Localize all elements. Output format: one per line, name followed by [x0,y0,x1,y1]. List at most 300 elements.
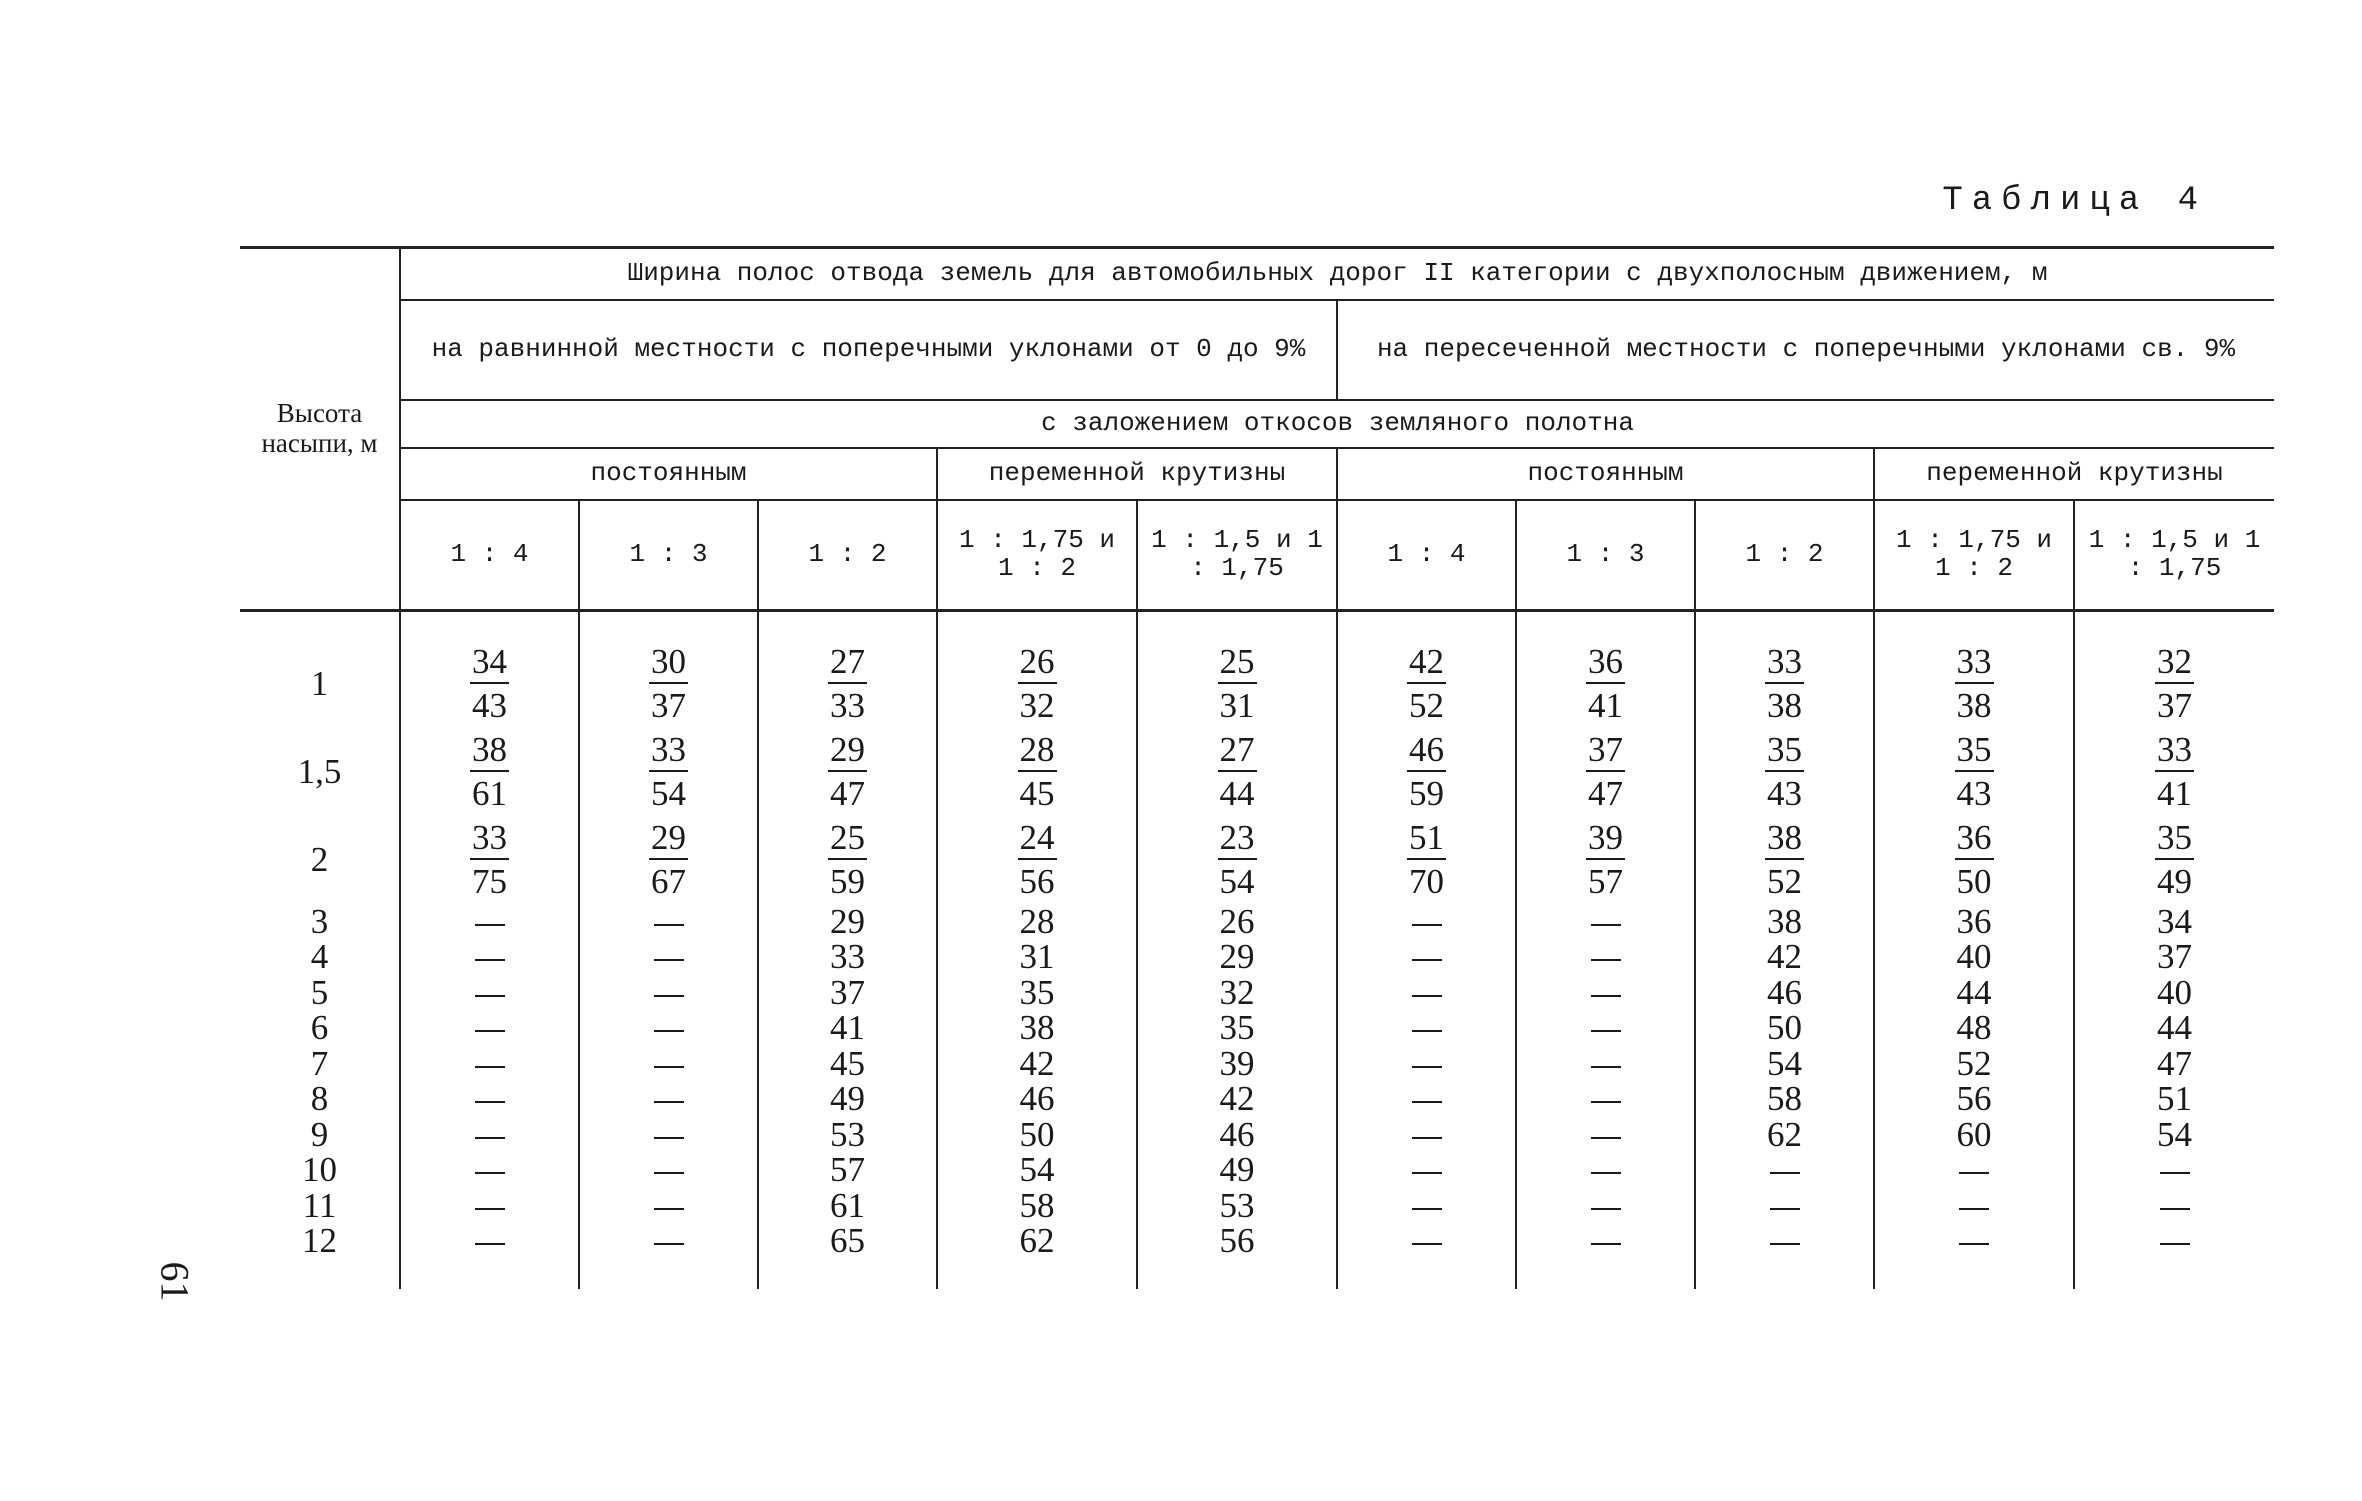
width-cell [937,972,1137,1012]
width-value: 35 [1019,972,1055,1012]
dash-mark [1959,1172,1989,1174]
table-row [240,1223,2274,1259]
spacer-cell [1695,610,1874,640]
width-cell [1874,1188,2074,1224]
table-row [240,1081,2274,1117]
width-value: 46 [1219,1114,1255,1154]
width-cell [579,1152,758,1188]
fraction-denominator: 52 [1409,686,1444,725]
width-fraction [1407,644,1446,723]
embankment-height-cell: 11 [302,1185,337,1225]
width-fraction [1586,732,1625,811]
width-cell [1874,1114,2074,1154]
fraction-denominator: 45 [1019,774,1055,813]
dash-mark [1412,1172,1442,1174]
width-fraction [1765,644,1804,723]
width-cell [758,1043,937,1083]
width-value: 54 [1767,1043,1802,1083]
width-value: 34 [2157,901,2193,941]
ratio-header: 1 : 3 [579,500,758,611]
width-value: 58 [1019,1185,1055,1225]
table-row [240,728,2274,816]
dash-mark [654,1137,684,1139]
fraction-denominator: 56 [1019,862,1055,901]
fraction-denominator: 75 [472,862,507,901]
width-cell [1695,1081,1874,1117]
width-cell [1695,640,1874,728]
dash-mark [1591,1030,1621,1032]
fraction-denominator: 44 [1219,774,1255,813]
width-value: 28 [1019,901,1055,941]
width-cell [579,1188,758,1224]
dash-mark [654,995,684,997]
width-fraction [470,644,509,723]
width-cell [1516,728,1695,816]
width-cell [758,1185,937,1225]
width-cell [1874,728,2074,816]
terrain-rugged-header: на пересеченной местности с поперечными уклонами св. 9% [1337,300,2274,400]
spacer-row [240,610,2274,640]
dash-mark [1412,959,1442,961]
width-value: 56 [1956,1079,1992,1119]
dash-mark [654,1066,684,1068]
fraction-numerator: 36 [1955,820,1994,860]
spacer-cell [1137,610,1337,640]
width-cell [579,1010,758,1046]
ratio-header: 1 : 1,5 и 1 : 1,75 [2074,500,2274,611]
width-fraction [828,732,867,811]
width-cell [1337,1223,1516,1259]
table-row [240,904,2274,940]
width-value: 50 [1019,1114,1055,1154]
width-cell [1874,939,2074,975]
width-cell [1137,640,1337,728]
width-value: 46 [1019,1079,1055,1119]
fraction-numerator: 35 [1955,732,1994,772]
width-value: 57 [830,1150,865,1190]
width-cell [937,1223,1137,1259]
width-value: 53 [1219,1185,1255,1225]
ratio-header: 1 : 4 [1337,500,1516,611]
fraction-denominator: 70 [1409,862,1444,901]
fraction-numerator: 25 [1218,644,1257,684]
fraction-numerator: 29 [649,820,688,860]
fraction-denominator: 41 [2157,774,2193,813]
width-cell [1695,939,1874,975]
dash-mark [654,924,684,926]
width-value: 50 [1767,1008,1802,1048]
dash-mark [1591,1243,1621,1245]
fraction-numerator: 42 [1407,644,1446,684]
width-fraction [470,732,509,811]
width-value: 58 [1767,1079,1802,1119]
width-cell [2074,1114,2274,1154]
width-value: 44 [1956,972,1992,1012]
width-fraction [1955,644,1994,723]
dash-mark [1770,1208,1800,1210]
table-row [240,640,2274,728]
width-value: 61 [830,1185,865,1225]
width-cell [1516,1010,1695,1046]
width-cell [1695,901,1874,941]
slopes-header: с заложением откосов земляного полотна [400,400,2274,448]
width-fraction [1218,820,1257,899]
width-cell [1516,1117,1695,1153]
width-cell [1137,1010,1337,1046]
ratio-header: 1 : 3 [1516,500,1695,611]
width-value: 41 [830,1008,865,1048]
width-value: 60 [1956,1114,1992,1154]
mode-variable-header: переменной крутизны [937,448,1337,500]
fraction-denominator: 38 [1956,686,1992,725]
width-cell [400,1223,579,1259]
dash-mark [654,959,684,961]
width-cell [1516,1152,1695,1188]
embankment-height-cell: 7 [310,1043,329,1083]
dash-mark [475,1137,505,1139]
width-cell [1516,1081,1695,1117]
embankment-height-cell: 6 [310,1008,329,1048]
width-cell [1874,1010,2074,1046]
dash-mark [2160,1172,2190,1174]
dash-mark [1591,1066,1621,1068]
width-cell [1337,728,1516,816]
embankment-height-cell: 10 [302,1150,337,1190]
width-value: 47 [2157,1043,2193,1083]
width-value: 42 [1219,1079,1255,1119]
width-cell [400,1081,579,1117]
width-value: 49 [830,1079,865,1119]
fraction-numerator: 33 [2155,732,2194,772]
width-cell [400,1010,579,1046]
spacer-cell [758,610,937,640]
width-value: 37 [830,972,865,1012]
fraction-denominator: 59 [1409,774,1444,813]
width-cell [1137,1114,1337,1154]
end-row [240,1259,2274,1289]
fraction-numerator: 39 [1586,820,1625,860]
width-cell [1516,939,1695,975]
fraction-numerator: 30 [649,644,688,684]
dash-mark [1591,1101,1621,1103]
width-cell [2074,939,2274,975]
dash-mark [1591,1208,1621,1210]
width-cell [1337,904,1516,940]
width-cell [579,1223,758,1259]
fraction-denominator: 41 [1588,686,1623,725]
spacer-cell [1337,610,1516,640]
width-cell [758,816,937,904]
width-cell [400,640,579,728]
dash-mark [475,959,505,961]
width-cell [2074,1152,2274,1188]
fraction-denominator: 31 [1219,686,1255,725]
width-cell [1695,972,1874,1012]
fraction-denominator: 43 [1767,774,1802,813]
table-row [240,939,2274,975]
width-value: 54 [2157,1114,2193,1154]
table-row [240,1046,2274,1082]
width-cell [758,1152,937,1188]
width-value: 62 [1767,1114,1802,1154]
width-value: 31 [1019,937,1055,977]
dash-mark [1959,1243,1989,1245]
width-cell [1874,972,2074,1012]
width-cell [579,1117,758,1153]
width-fraction [649,732,688,811]
width-cell [1137,901,1337,941]
mode-constant-header: постоянным [1337,448,1874,500]
width-cell [1695,1114,1874,1154]
width-value: 39 [1219,1043,1255,1083]
width-cell [2074,1010,2274,1046]
width-value: 54 [1019,1150,1055,1190]
terrain-plain-header: на равнинной местности с поперечными уклонами от 0 до 9% [400,300,1337,400]
width-cell [1516,1046,1695,1082]
width-fraction [828,644,867,723]
width-cell [758,1081,937,1117]
width-cell [2074,1043,2274,1083]
width-cell [1874,1081,2074,1117]
embankment-height-cell: 5 [310,972,329,1012]
width-value: 35 [1219,1008,1255,1048]
top-header: Ширина полос отвода земель для автомобильных дорог II категории с двухполосным движением, м [400,248,2274,300]
stub-header: Высота насыпи, м [240,248,400,611]
width-cell [1516,816,1695,904]
width-cell [937,939,1137,975]
width-fraction [1218,732,1257,811]
dash-mark [475,924,505,926]
width-cell [937,1081,1137,1117]
embankment-height-cell: 1 [310,664,329,703]
width-value: 51 [2157,1079,2193,1119]
width-value: 49 [1219,1150,1255,1190]
width-value: 33 [830,937,865,977]
table-row [240,1117,2274,1153]
fraction-numerator: 51 [1407,820,1446,860]
width-cell [1137,1223,1337,1259]
width-cell [579,939,758,975]
dash-mark [1412,1066,1442,1068]
width-cell [400,1152,579,1188]
dash-mark [1591,1137,1621,1139]
embankment-height-cell: 12 [302,1221,337,1261]
width-cell [937,901,1137,941]
width-fraction [2155,732,2194,811]
page-number: 61 [152,1261,198,1302]
width-cell [1874,1152,2074,1188]
right-of-way-table [240,246,2274,1289]
embankment-height-cell: 1,5 [297,752,342,791]
width-cell [758,728,937,816]
width-cell [400,1188,579,1224]
width-value: 42 [1019,1043,1055,1083]
embankment-height-cell: 2 [310,840,329,879]
width-cell [1695,1188,1874,1224]
width-cell [1874,816,2074,904]
width-cell [1695,816,1874,904]
dash-mark [654,1030,684,1032]
fraction-numerator: 24 [1018,820,1057,860]
fraction-denominator: 52 [1767,862,1802,901]
end-cell [2074,1259,2274,1289]
dash-mark [2160,1243,2190,1245]
width-value: 40 [1956,937,1992,977]
spacer-cell [2074,610,2274,640]
table-row [240,1188,2274,1224]
width-cell [1516,640,1695,728]
fraction-numerator: 37 [1586,732,1625,772]
width-cell [579,1046,758,1082]
dash-mark [475,1030,505,1032]
fraction-denominator: 47 [1588,774,1623,813]
width-cell [1337,1010,1516,1046]
width-cell [1137,816,1337,904]
width-cell [1137,1081,1337,1117]
width-fraction [1018,820,1057,899]
mode-variable-header: переменной крутизны [1874,448,2274,500]
dash-mark [1412,1137,1442,1139]
dash-mark [1412,1101,1442,1103]
dash-mark [1591,924,1621,926]
width-cell [1516,975,1695,1011]
table-row [240,1152,2274,1188]
width-fraction [2155,644,2194,723]
width-cell [1337,975,1516,1011]
dash-mark [1412,1030,1442,1032]
width-cell [937,1043,1137,1083]
width-cell [1137,1185,1337,1225]
width-cell [937,1010,1137,1046]
width-cell [937,816,1137,904]
width-cell [1337,1081,1516,1117]
width-cell [1137,1152,1337,1188]
dash-mark [654,1101,684,1103]
spacer-cell [400,610,579,640]
fraction-denominator: 37 [2157,686,2193,725]
fraction-numerator: 35 [2155,820,2194,860]
width-fraction [1218,644,1257,723]
spacer-cell [1516,610,1695,640]
end-cell [937,1259,1137,1289]
width-value: 53 [830,1114,865,1154]
width-value: 37 [2157,937,2193,977]
width-value: 36 [1956,901,1992,941]
end-cell [400,1259,579,1289]
width-cell [579,975,758,1011]
end-cell [1137,1259,1337,1289]
width-cell [1874,640,2074,728]
fraction-numerator: 36 [1586,644,1625,684]
width-cell [1516,1188,1695,1224]
width-cell [2074,1223,2274,1259]
dash-mark [1591,1172,1621,1174]
width-cell [758,1114,937,1154]
width-cell [937,728,1137,816]
end-cell [1337,1259,1516,1289]
width-value: 29 [830,901,865,941]
dash-mark [1770,1172,1800,1174]
width-cell [1337,1117,1516,1153]
width-cell [2074,640,2274,728]
dash-mark [654,1172,684,1174]
fraction-numerator: 27 [1218,732,1257,772]
width-cell [1695,728,1874,816]
width-cell [400,975,579,1011]
width-value: 45 [830,1043,865,1083]
fraction-numerator: 26 [1018,644,1057,684]
fraction-denominator: 49 [2157,862,2193,901]
dash-mark [1770,1243,1800,1245]
fraction-denominator: 32 [1019,686,1055,725]
fraction-denominator: 61 [472,774,507,813]
width-value: 38 [1019,1008,1055,1048]
dash-mark [1412,924,1442,926]
width-cell [758,1223,937,1259]
ratio-header: 1 : 1,5 и 1 : 1,75 [1137,500,1337,611]
width-cell [1137,939,1337,975]
width-cell [758,1010,937,1046]
fraction-denominator: 54 [1219,862,1255,901]
dash-mark [1591,959,1621,961]
table-row [240,975,2274,1011]
spacer-cell [937,610,1137,640]
width-fraction [1955,820,1994,899]
fraction-numerator: 38 [470,732,509,772]
width-fraction [1018,732,1057,811]
fraction-numerator: 32 [2155,644,2194,684]
width-cell [1516,1223,1695,1259]
mode-constant-header: постоянным [400,448,937,500]
fraction-denominator: 37 [651,686,686,725]
width-cell [1337,1152,1516,1188]
width-fraction [1018,644,1057,723]
spacer-cell [579,610,758,640]
width-cell [758,939,937,975]
embankment-height-cell: 8 [310,1079,329,1119]
dash-mark [1412,995,1442,997]
width-cell [937,1152,1137,1188]
width-fraction [1586,644,1625,723]
width-cell [1137,972,1337,1012]
width-cell [758,972,937,1012]
width-cell [1695,1223,1874,1259]
width-fraction [1765,732,1804,811]
width-cell [1695,1152,1874,1188]
ratio-header: 1 : 2 [758,500,937,611]
width-cell [2074,816,2274,904]
dash-mark [475,1101,505,1103]
width-value: 65 [830,1221,865,1261]
fraction-numerator: 33 [1955,644,1994,684]
ratio-header: 1 : 1,75 и 1 : 2 [1874,500,2074,611]
width-value: 62 [1019,1221,1055,1261]
width-fraction [649,820,688,899]
table-caption: Таблица 4 [1942,182,2207,220]
width-cell [937,1114,1137,1154]
fraction-numerator: 35 [1765,732,1804,772]
width-value: 32 [1219,972,1255,1012]
width-fraction [1765,820,1804,899]
fraction-numerator: 46 [1407,732,1446,772]
width-value: 40 [2157,972,2193,1012]
width-fraction [1407,732,1446,811]
dash-mark [475,995,505,997]
width-cell [1337,1188,1516,1224]
fraction-denominator: 50 [1956,862,1992,901]
width-cell [400,1117,579,1153]
dash-mark [1959,1208,1989,1210]
